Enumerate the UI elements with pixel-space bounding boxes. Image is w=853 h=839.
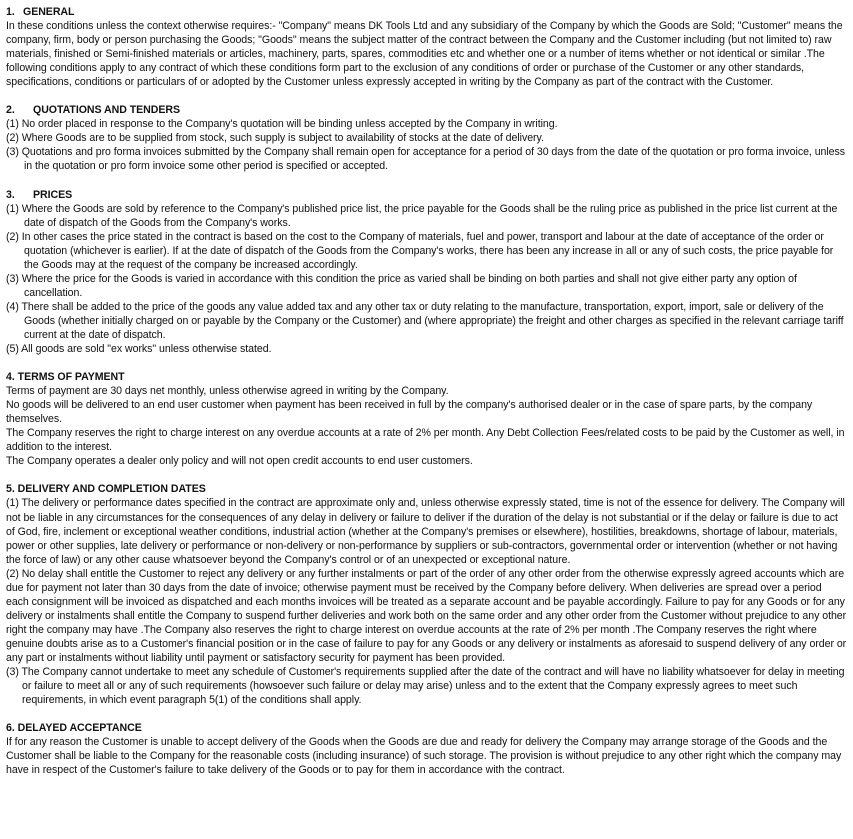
section-item: (1) Where the Goods are sold by reference to the Company's published price list, the price payable for the Goods shall be the ruling price as published in the price list current at the date of dispatch of the Goods from the Company's works. [6, 202, 838, 229]
section-item: (4) There shall be added to the price of the goods any value added tax and any other tax or duty relating to the manufacture, transportation, export, import, sale or delivery of the Goods (whether initially charged on or payable by the Company or the Customer) and (where appropriate) the freight and other charges as specified in the relevant carriage tariff current at the date of dispatch. [6, 300, 844, 341]
section-paragraph: (2) No delay shall entitle the Customer to reject any delivery or any further instalments or part of the order of any other order from the otherwise expressly agreed accounts which are due for payment not later than 30 days from the date of invoice; otherwise payment must be received by the Company before delivery. When deliveries are spread over a period each consignment will be invoiced as dispatched and each months invoices will be treated as a separate account and be payable accordingly. Failure to pay for any Goods or for any delivery or instalments shall entitle the Company to suspend further deliveries and work both on the same order and any other order from the Customer without prejudice to any other right the company may have .The Company also reserves the right to charge interest on overdue accounts at the rate of 2% per month .The Company reserves the right where genuine doubts arise as to a Customer's financial position or in the case of failure to pay for any Goods or any delivery or instalments as aforesaid to suspend delivery of any order or any part or instalments without liability until payment or satisfactory security for payment has been provided. [6, 567, 847, 664]
section-item: (5) All goods are sold "ex works" unless otherwise stated. [6, 343, 272, 356]
section-title: DELAYED ACCEPTANCE [17, 722, 142, 735]
section-item: (3) Where the price for the Goods is varied in accordance with this condition the price as varied shall be binding on both parties and shall not give either party any option of cancellation. [6, 272, 797, 299]
section-quotations-and-tenders [6, 103, 847, 173]
section-number: 2. [6, 104, 15, 117]
section-terms-of-payment [6, 370, 847, 468]
section-item: (2) Where Goods are to be supplied from stock, such supply is subject to availability of stocks at the date of delivery. [6, 132, 544, 145]
section-paragraph: No goods will be delivered to an end user customer when payment has been received in full by the company's authorised dealer or in the case of spare parts, by the company themselves. [6, 399, 813, 426]
section-title: DELIVERY AND COMPLETION DATES [17, 483, 206, 496]
section-general [6, 5, 847, 89]
section-title: TERMS OF PAYMENT [17, 371, 125, 384]
section-prices [6, 188, 847, 357]
section-title: QUOTATIONS AND TENDERS [33, 104, 181, 117]
section-delayed-acceptance [6, 721, 847, 777]
section-number: 1. [6, 6, 15, 18]
section-heading [6, 5, 847, 19]
section-number: 5. [6, 483, 15, 496]
section-heading [6, 370, 847, 384]
section-number: 6. [6, 722, 15, 735]
section-heading [6, 188, 847, 202]
section-item: (3) The Company cannot undertake to meet any schedule of Customer's requirements supplied after the date of the contract and will have no liability whatsoever for delay in meeting or failure to meet all or any of such requirements (howsoever such failure or delay may arise) unless and to the extent that the Company expressly agrees to meet such requirements, in which event paragraph 5(1) of the conditions shall apply. [6, 666, 845, 707]
section-heading [6, 482, 847, 496]
section-delivery-and-completion-dates [6, 482, 847, 707]
section-heading [6, 103, 847, 117]
section-paragraph: If for any reason the Customer is unable to accept delivery of the Goods when the Goods are due and ready for delivery the Company may arrange storage of the Goods and the Customer shall be liable to the Company for the reasonable costs (including insurance) of such storage. The provision is without prejudice to any other right which the company may have in respect of the Customer's failure to take delivery of the Goods or to pay for them in accordance with the contract. [6, 736, 842, 777]
section-paragraph: (1) The delivery or performance dates specified in the contract are approximate only and, unless otherwise expressly stated, time is not of the essence for delivery. The Company will not be liable in any circumstances for the consequences of any delay in delivery or failure to deliver if the duration of the delay is not substantial or if the delay or failure is due to act of God, fire, inclement or exceptional weather conditions, industrial action (whether at the Company's premises or elsewhere), hostilities, breakdowns, shortage of labour, materials, power or other supplies, late delivery or performance or non-delivery or non-performance by suppliers or sub-contractors, governmental order or intervention (whether or not having the force of law) or any other cause whatsoever beyond the Company's control or of an unexpected or exceptional nature. [6, 497, 845, 566]
section-paragraph: The Company reserves the right to charge interest on any overdue accounts at a rate of 2% per month. Any Debt Collection Fees/related costs to be paid by the Customer as well, in addition to the interest. [6, 427, 845, 454]
section-paragraph: In these conditions unless the context otherwise requires:- "Company" means DK Tools Ltd and any subsidiary of the Company by which the Goods are Sold; "Customer" means the company, firm, body or person purchasing the Goods; "Goods" means the subject matter of the contract between the Company and the Customer including (but not limited to) raw materials, finished or Semi-finished materials or articles, machinery, parts, spares, commodities etc and whether one or a number of items whether or not identical or similar .The following conditions apply to any contract of which these conditions form part to the exclusion of any conditions of order or purchase of the Customer or any other standards, specifications, conditions or particulars of or adopted by the Customer unless expressly accepted in writing by the Company as part of the contract with the Customer. [6, 20, 843, 89]
section-item: (1) No order placed in response to the Company's quotation will be binding unless accepted by the Company in writing. [6, 118, 558, 131]
section-paragraph: Terms of payment are 30 days net monthly, unless otherwise agreed in writing by the Company. [6, 385, 449, 398]
section-title: PRICES [33, 188, 73, 201]
section-number: 4. [6, 371, 15, 384]
section-title: GENERAL [23, 6, 75, 18]
section-paragraph: The Company operates a dealer only policy and will not open credit accounts to end user customers. [6, 455, 473, 468]
section-heading [6, 721, 847, 735]
section-item: (2) In other cases the price stated in the contract is based on the cost to the Company of materials, fuel and power, transport and labour at the date of acceptance of the order or quotation (whichever is earlier). If at the date of dispatch of the Goods from the Company's works, there has been any increase in all or any of such costs, the price payable for the Goods may at the request of the company be increased accordingly. [6, 230, 834, 271]
section-number: 3. [6, 188, 15, 201]
section-item: (3) Quotations and pro forma invoices submitted by the Company shall remain open for acceptance for a period of 30 days from the date of the quotation or pro forma invoice, unless in the quotation or pro form invoice some other period is specified or accepted. [6, 146, 846, 173]
